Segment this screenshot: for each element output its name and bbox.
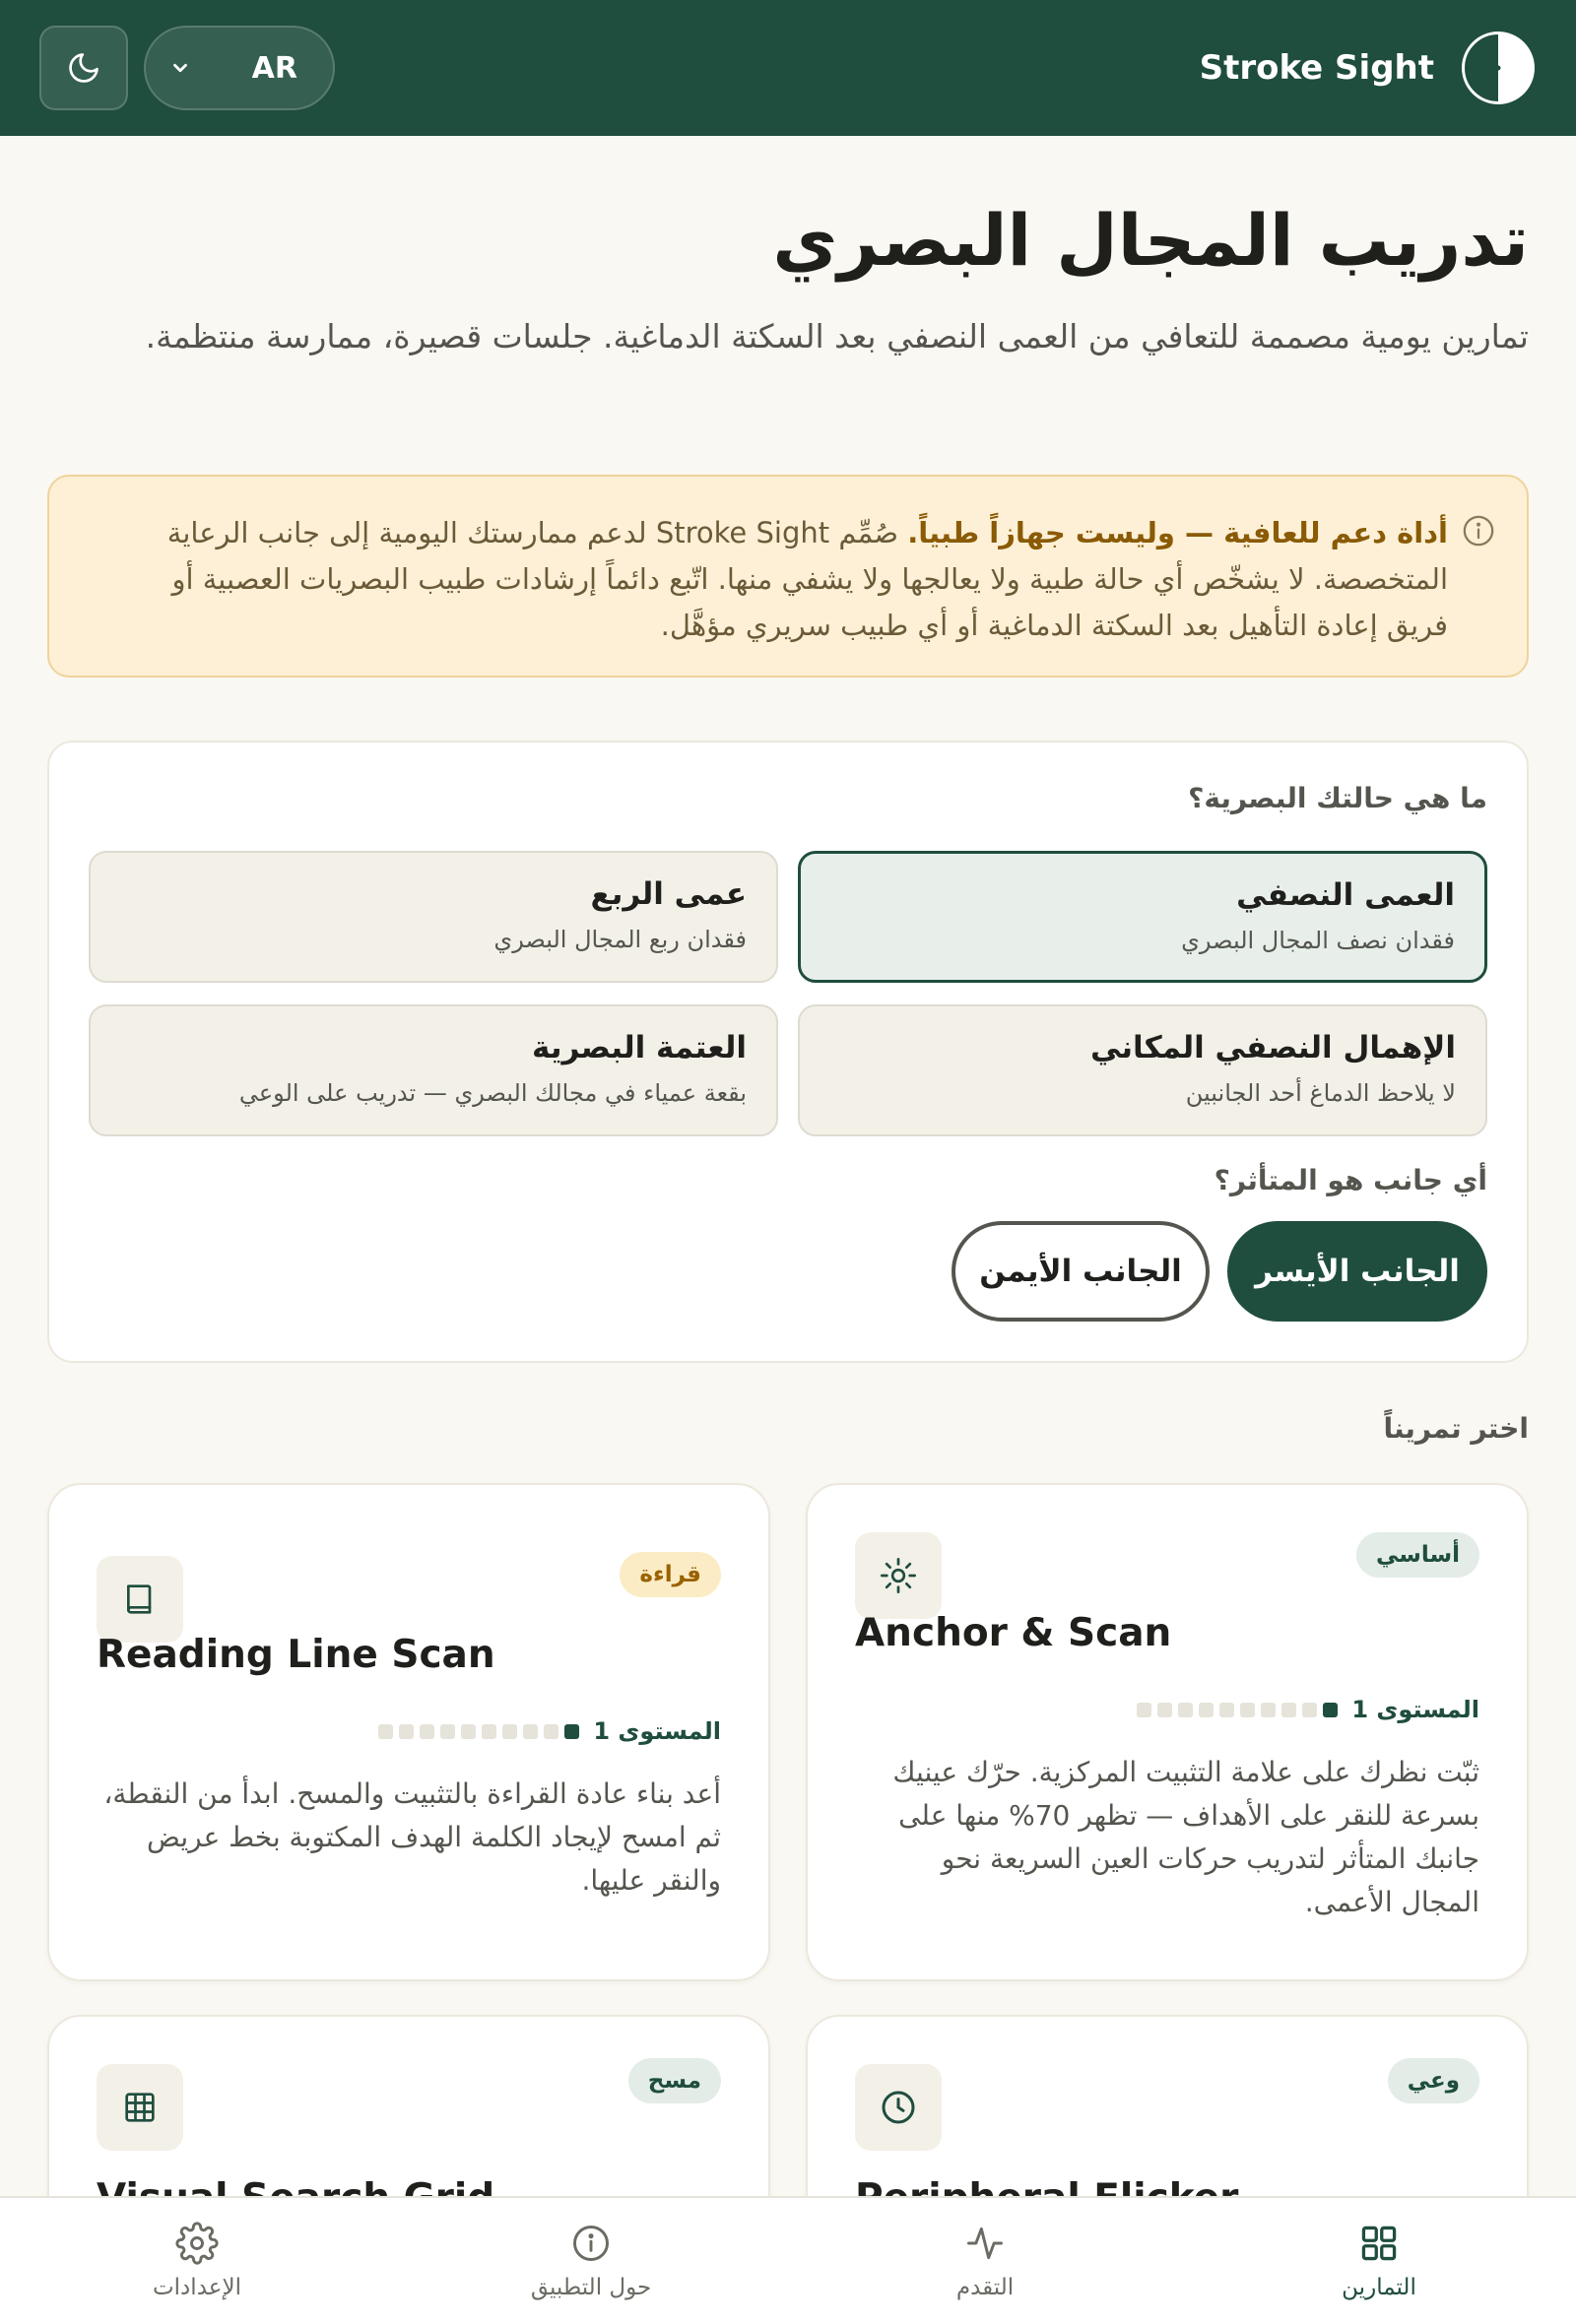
- half-circle-logo: [1460, 30, 1537, 106]
- level-label: المستوى 1: [1351, 1696, 1479, 1723]
- option-desc: بقعة عمياء في مجالك البصري — تدريب على الوعي: [238, 1079, 747, 1107]
- level-dot: [1137, 1703, 1151, 1717]
- level-dot: [1302, 1703, 1317, 1717]
- exercise-level: [1137, 1696, 1479, 1723]
- level-dot: [564, 1724, 579, 1739]
- level-dot: [1157, 1703, 1172, 1717]
- nav-settings[interactable]: [0, 2198, 394, 2324]
- level-dot: [482, 1724, 496, 1739]
- level-dot: [420, 1724, 434, 1739]
- bottom-nav: [0, 2196, 1576, 2324]
- gear-icon: [175, 2222, 219, 2265]
- level-dot: [1219, 1703, 1234, 1717]
- option-desc: فقدان نصف المجال البصري: [1181, 927, 1455, 954]
- level-dot: [440, 1724, 455, 1739]
- exercise-title: Anchor & Scan: [855, 1611, 1172, 1655]
- exercise-icon-box: [97, 1556, 183, 1643]
- level-dot: [544, 1724, 558, 1739]
- exercise-tag: أساسي: [1356, 1532, 1479, 1578]
- condition-option-hemianopia[interactable]: [798, 851, 1487, 983]
- info-icon: [1462, 514, 1495, 548]
- disclaimer-body: صُمِّم Stroke Sight لدعم ممارستك اليومية إلى جانب الرعاية المتخصصة. لا يشخّص أي حالة طبية ولا يعالجها ولا يشفي منها. اتّبع دائماً إرشادات طبيب البصريات العصبية أو فريق إعادة التأهيل بعد السكتة الدماغية أو أي طبيب سريري مؤهَّل.: [166, 516, 1448, 642]
- language-value: AR: [251, 50, 297, 86]
- brand[interactable]: [1200, 30, 1537, 106]
- exercise-level: [378, 1717, 721, 1745]
- level-dot: [461, 1724, 476, 1739]
- sun-target-icon: [879, 1556, 918, 1595]
- condition-card: [47, 741, 1529, 1363]
- exercises-heading: اختر تمريناً: [1383, 1412, 1529, 1445]
- condition-option-quadrantanopia[interactable]: [89, 851, 778, 983]
- side-question: أي جانب هو المتأثر؟: [1214, 1164, 1487, 1196]
- exercise-icon-box: [855, 2064, 942, 2151]
- nav-label: الإعدادات: [153, 2275, 241, 2300]
- level-dot: [1261, 1703, 1276, 1717]
- exercise-title: Reading Line Scan: [97, 1633, 495, 1677]
- level-dot: [378, 1724, 393, 1739]
- level-label: المستوى 1: [593, 1717, 721, 1745]
- language-select[interactable]: [144, 26, 335, 110]
- option-title: الإهمال النصفي المكاني: [1090, 1030, 1456, 1065]
- option-desc: فقدان ربع المجال البصري: [493, 926, 747, 953]
- option-title: العمى النصفي: [1236, 877, 1455, 913]
- option-title: العتمة البصرية: [532, 1030, 747, 1065]
- level-dot: [502, 1724, 517, 1739]
- exercise-card-reading-line-scan[interactable]: [47, 1483, 770, 1981]
- wellness-disclaimer: [47, 475, 1529, 678]
- level-dot: [1178, 1703, 1193, 1717]
- right-side-button[interactable]: الجانب الأيمن: [952, 1221, 1210, 1322]
- nav-label: حول التطبيق: [530, 2275, 652, 2300]
- book-icon: [120, 1580, 160, 1619]
- hero: [71, 193, 1529, 364]
- level-dot: [1323, 1703, 1338, 1717]
- exercise-tag: قراءة: [620, 1552, 721, 1597]
- level-dot: [1281, 1703, 1296, 1717]
- condition-option-spatial-neglect[interactable]: [798, 1004, 1487, 1136]
- info-icon: [569, 2222, 613, 2265]
- level-dot: [523, 1724, 538, 1739]
- exercise-desc: ثبّت نظرك على علامة التثبيت المركزية. حرّك عينيك بسرعة للنقر على الأهداف — تظهر 70% منها على جانبك المتأثر لتدريب حركات العين السريعة نحو المجال الأعمى.: [892, 1756, 1479, 1918]
- brand-name: Stroke Sight: [1199, 48, 1434, 88]
- exercise-tag: وعي: [1388, 2058, 1479, 2103]
- nav-label: التقدم: [955, 2275, 1015, 2300]
- nav-exercises[interactable]: [1182, 2198, 1576, 2324]
- theme-toggle-button[interactable]: [39, 26, 128, 110]
- nav-about[interactable]: [394, 2198, 788, 2324]
- grid-icon: [120, 2088, 160, 2127]
- level-dots: [378, 1724, 579, 1739]
- level-dot: [1240, 1703, 1255, 1717]
- exercise-desc: أعد بناء عادة القراءة بالتثبيت والمسح. ابدأ من النقطة، ثم امسح لإيجاد الكلمة الهدف المكتوبة بخط عريض والنقر عليها.: [103, 1777, 721, 1897]
- condition-question: ما هي حالتك البصرية؟: [1188, 782, 1487, 814]
- clock-icon: [879, 2088, 918, 2127]
- nav-progress[interactable]: [788, 2198, 1182, 2324]
- page-title: تدريب المجال البصري: [772, 199, 1529, 282]
- exercise-card-anchor-scan[interactable]: [806, 1483, 1529, 1981]
- level-dots: [1137, 1703, 1338, 1717]
- disclaimer-text: [124, 510, 1448, 649]
- left-side-button[interactable]: الجانب الأيسر: [1227, 1221, 1487, 1322]
- level-dot: [399, 1724, 414, 1739]
- activity-icon: [963, 2222, 1007, 2265]
- chevron-down-icon: [169, 57, 191, 79]
- condition-option-scotoma[interactable]: [89, 1004, 778, 1136]
- option-desc: لا يلاحظ الدماغ أحد الجانبين: [1185, 1079, 1456, 1107]
- grid-squares-icon: [1357, 2222, 1401, 2265]
- option-title: عمى الربع: [590, 876, 747, 912]
- top-bar: [0, 0, 1576, 136]
- moon-icon: [66, 50, 101, 86]
- exercise-tag: مسح: [628, 2058, 721, 2103]
- exercise-icon-box: [855, 1532, 942, 1619]
- page-subtitle: تمارين يومية مصممة للتعافي من العمى النصفي بعد السكتة الدماغية. جلسات قصيرة، ممارسة منتظمة.: [145, 317, 1529, 355]
- nav-label: التمارين: [1342, 2275, 1416, 2300]
- level-dot: [1199, 1703, 1214, 1717]
- disclaimer-strong: أداة دعم للعافية — وليست جهازاً طبياً.: [907, 516, 1448, 549]
- exercise-icon-box: [97, 2064, 183, 2151]
- header-controls: [39, 26, 335, 110]
